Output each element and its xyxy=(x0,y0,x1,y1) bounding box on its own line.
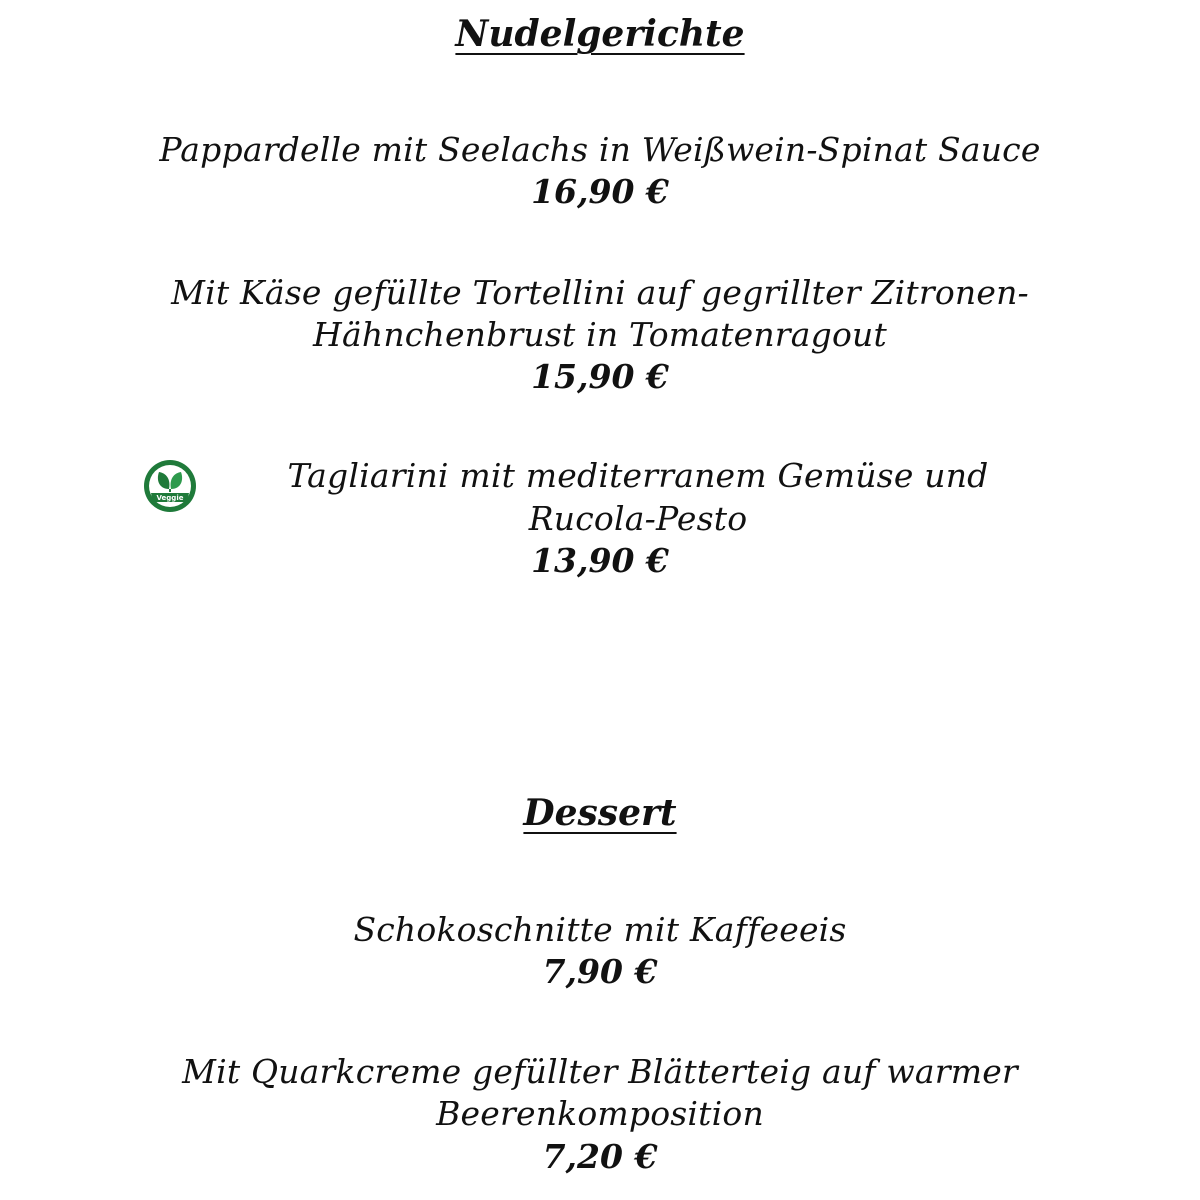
dish-price: 13,90 € xyxy=(531,541,669,580)
section-title-nudelgerichte: Nudelgerichte xyxy=(455,13,745,55)
dish-price: 15,90 € xyxy=(531,357,669,396)
dish-price: 7,90 € xyxy=(542,952,658,991)
dish-name-line: Beerenkomposition xyxy=(436,1094,764,1133)
dish-name-line: Rucola-Pesto xyxy=(528,499,748,538)
dish-name-line: Schokoschnitte mit Kaffeeeis xyxy=(353,910,847,949)
section-title-dessert: Dessert xyxy=(523,792,677,834)
dish-price: 7,20 € xyxy=(542,1137,658,1176)
dish-name-line: Mit Quarkcreme gefüllter Blätterteig auf warmer xyxy=(182,1052,1018,1091)
veggie-badge-label: Veggie xyxy=(156,494,184,502)
dish-name-line: Mit Käse gefüllte Tortellini auf gegrillter Zitronen- xyxy=(171,273,1029,312)
dish-price: 16,90 € xyxy=(531,172,669,211)
dish-name-line: Pappardelle mit Seelachs in Weißwein-Spinat Sauce xyxy=(159,130,1041,169)
dish-name-line: Hähnchenbrust in Tomatenragout xyxy=(313,315,887,354)
dish-name-line: Tagliarini mit mediterranem Gemüse und xyxy=(287,456,989,495)
